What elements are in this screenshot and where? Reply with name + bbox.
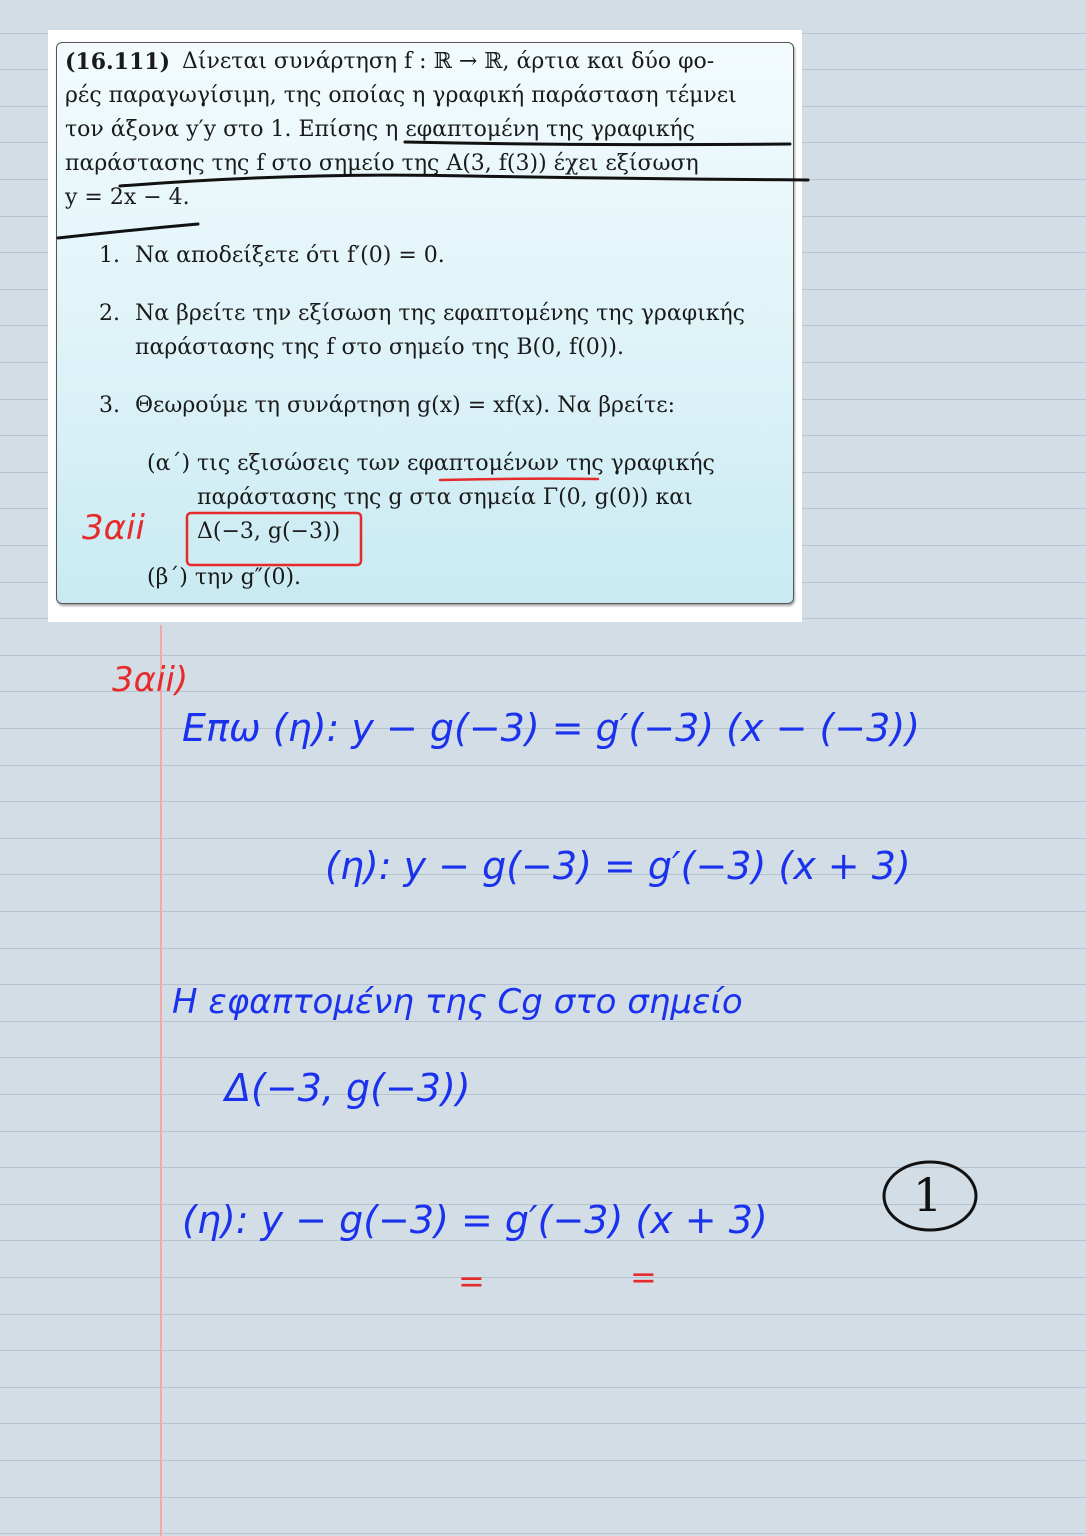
circled-number: 1 [913, 1168, 943, 1222]
sub-a-line-2: παράστασης της g στα σημεία Γ(0, g(0)) και [197, 485, 693, 510]
red-equal-mark-1: = [458, 1262, 485, 1300]
work-line-4: Δ(−3, g(−3)) [225, 1066, 471, 1110]
item-1-number: 1. [99, 243, 120, 268]
item-1-text: Να αποδείξετε ότι f′(0) = 0. [135, 243, 445, 268]
problem-box [56, 42, 794, 604]
red-label-in-box: 3αii [82, 508, 145, 548]
problem-intro-line-3: τον άξονα y′y στο 1. Επίσης η εφαπτομένη της γραφικής [65, 117, 695, 142]
sub-b-text: (β΄) την g″(0). [147, 565, 302, 590]
problem-intro-line-2: ρές παραγωγίσιμη, της οποίας η γραφική παράσταση τέμνει [65, 83, 737, 108]
rule-line [0, 911, 1086, 912]
item-3-text: Θεωρούμε τη συνάρτηση g(x) = xf(x). Να βρείτε: [135, 393, 675, 418]
rule-line [0, 1497, 1086, 1498]
sub-a-line-3: Δ(−3, g(−3)) [197, 519, 341, 544]
item-2-text-cont: παράστασης της f στο σημείο της B(0, f(0)). [135, 335, 624, 360]
rule-line [0, 1057, 1086, 1058]
rule-line [0, 1387, 1086, 1388]
problem-intro-line-1: Δίνεται συνάρτηση f : ℝ → ℝ, άρτια και δύο φο- [182, 49, 715, 74]
rule-line [0, 1094, 1086, 1095]
item-2-text: Να βρείτε την εξίσωση της εφαπτομένης της γραφικής [135, 301, 745, 326]
rule-line [0, 1350, 1086, 1351]
problem-number: (16.111) [65, 49, 171, 75]
rule-line [0, 801, 1086, 802]
work-line-3: Η εφαπτομένη της Cg στο σημείο [172, 982, 743, 1022]
rule-line [0, 1131, 1086, 1132]
rule-line [0, 1460, 1086, 1461]
rule-line [0, 1314, 1086, 1315]
rule-line [0, 1423, 1086, 1424]
work-line-1: Επω (η): y − g(−3) = g′(−3) (x − (−3)) [182, 706, 920, 750]
rule-line [0, 1277, 1086, 1278]
red-equal-mark-2: = [630, 1258, 657, 1296]
item-2-number: 2. [99, 301, 120, 326]
work-line-5: (η): y − g(−3) = g′(−3) (x + 3) [182, 1198, 768, 1242]
rule-line [0, 1533, 1086, 1534]
work-line-2: (η): y − g(−3) = g′(−3) (x + 3) [325, 844, 911, 888]
item-3-number: 3. [99, 393, 120, 418]
sub-a-line-1: (α΄) τις εξισώσεις των εφαπτομένων της γραφικής [147, 451, 715, 476]
rule-line [0, 838, 1086, 839]
problem-intro-line-5: y = 2x − 4. [65, 185, 190, 210]
margin-line [160, 625, 162, 1536]
rule-line [0, 765, 1086, 766]
red-heading: 3αii) [112, 660, 189, 700]
problem-intro-line-4: παράστασης της f στο σημείο της A(3, f(3)) έχει εξίσωση [65, 151, 699, 176]
rule-line [0, 655, 1086, 656]
problem-screenshot [48, 30, 802, 622]
rule-line [0, 948, 1086, 949]
